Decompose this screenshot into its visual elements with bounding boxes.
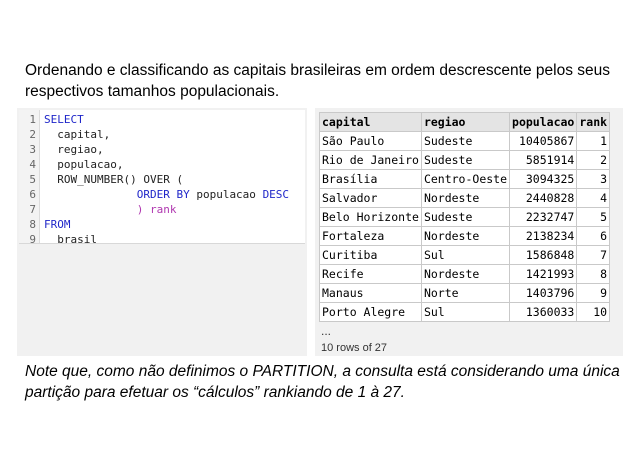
code-text: regiao, [44, 143, 104, 156]
cell-populacao: 2440828 [510, 189, 577, 208]
cell-regiao: Sul [421, 303, 509, 322]
code-line-2 [19, 127, 110, 142]
more-rows-ellipsis: ... [321, 324, 332, 338]
cell-regiao: Nordeste [421, 189, 509, 208]
code-line-5 [19, 172, 183, 187]
cell-capital: Porto Alegre [320, 303, 422, 322]
line-number: 9 [29, 233, 36, 244]
code-alias: ) rank [44, 203, 177, 216]
code-function: ROW_NUMBER() [44, 173, 137, 186]
cell-populacao: 1403796 [510, 284, 577, 303]
cell-rank: 6 [577, 227, 610, 246]
query-result-panel [315, 108, 623, 356]
cell-rank: 7 [577, 246, 610, 265]
cell-regiao: Centro-Oeste [421, 170, 509, 189]
cell-populacao: 5851914 [510, 151, 577, 170]
line-number: 2 [29, 128, 36, 141]
cell-populacao: 2232747 [510, 208, 577, 227]
row-count-label: 10 rows of 27 [321, 342, 388, 354]
table-row[interactable] [320, 265, 610, 284]
cell-capital: Manaus [320, 284, 422, 303]
cell-regiao: Sudeste [421, 132, 509, 151]
cell-rank: 3 [577, 170, 610, 189]
code-text: OVER ( [136, 173, 184, 186]
cell-capital: Brasília [320, 170, 422, 189]
cell-populacao: 1360033 [510, 303, 577, 322]
keyword-order-by: ORDER BY [44, 188, 190, 201]
cell-rank: 1 [577, 132, 610, 151]
code-text: populacao [189, 188, 263, 201]
line-number: 6 [29, 188, 36, 201]
cell-populacao: 1586848 [510, 246, 577, 265]
code-line-4 [19, 157, 123, 172]
keyword-desc: DESC [262, 188, 290, 201]
cell-capital: Salvador [320, 189, 422, 208]
sql-code-editor[interactable] [19, 110, 305, 244]
line-number: 3 [29, 143, 36, 156]
cell-regiao: Nordeste [421, 265, 509, 284]
table-row[interactable] [320, 151, 610, 170]
table-row[interactable] [320, 170, 610, 189]
cell-capital: Belo Horizonte [320, 208, 422, 227]
table-header-row [320, 113, 610, 132]
line-number: 7 [29, 203, 36, 216]
line-number: 1 [29, 113, 36, 126]
cell-capital: Recife [320, 265, 422, 284]
column-header-regiao[interactable]: regiao [421, 113, 509, 132]
cell-populacao: 1421993 [510, 265, 577, 284]
table-row[interactable] [320, 227, 610, 246]
keyword-from: FROM [44, 218, 71, 231]
cell-rank: 9 [577, 284, 610, 303]
cell-rank: 2 [577, 151, 610, 170]
code-line-3 [19, 142, 104, 157]
cell-capital: Fortaleza [320, 227, 422, 246]
note-text: Note que, como não definimos o PARTITION, a consulta está considerando uma única partição para efetuar os “cálculos” rankiando de 1 à 27. [25, 363, 620, 401]
table-row[interactable] [320, 208, 610, 227]
code-line-8 [19, 217, 71, 232]
table-row[interactable] [320, 132, 610, 151]
table-row[interactable] [320, 189, 610, 208]
line-number: 4 [29, 158, 36, 171]
table-row[interactable] [320, 284, 610, 303]
cell-regiao: Sul [421, 246, 509, 265]
cell-regiao: Nordeste [421, 227, 509, 246]
table-row[interactable] [320, 303, 610, 322]
cell-regiao: Sudeste [421, 208, 509, 227]
cell-rank: 10 [577, 303, 610, 322]
cell-populacao: 10405867 [510, 132, 577, 151]
result-table [319, 112, 610, 322]
code-text: brasil [44, 233, 97, 244]
cell-rank: 4 [577, 189, 610, 208]
cell-rank: 8 [577, 265, 610, 284]
cell-rank: 5 [577, 208, 610, 227]
line-number: 8 [29, 218, 36, 231]
cell-capital: Curitiba [320, 246, 422, 265]
column-header-populacao[interactable]: populacao [510, 113, 577, 132]
cell-regiao: Sudeste [421, 151, 509, 170]
column-header-rank[interactable]: rank [577, 113, 610, 132]
code-line-6 [19, 187, 289, 202]
code-line-1 [19, 112, 84, 127]
cell-populacao: 3094325 [510, 170, 577, 189]
intro-text: Ordenando e classificando as capitais brasileiras em ordem descrescente pelos seus respectivos tamanhos populacionais. [25, 62, 610, 100]
line-number: 5 [29, 173, 36, 186]
cell-capital: Rio de Janeiro [320, 151, 422, 170]
table-row[interactable] [320, 246, 610, 265]
keyword-select: SELECT [44, 113, 84, 126]
code-line-9 [19, 232, 97, 244]
code-text: capital, [44, 128, 111, 141]
code-line-7 [19, 202, 176, 217]
cell-capital: São Paulo [320, 132, 422, 151]
code-text: populacao, [44, 158, 124, 171]
cell-populacao: 2138234 [510, 227, 577, 246]
sql-editor-panel [17, 108, 307, 356]
cell-regiao: Norte [421, 284, 509, 303]
column-header-capital[interactable]: capital [320, 113, 422, 132]
